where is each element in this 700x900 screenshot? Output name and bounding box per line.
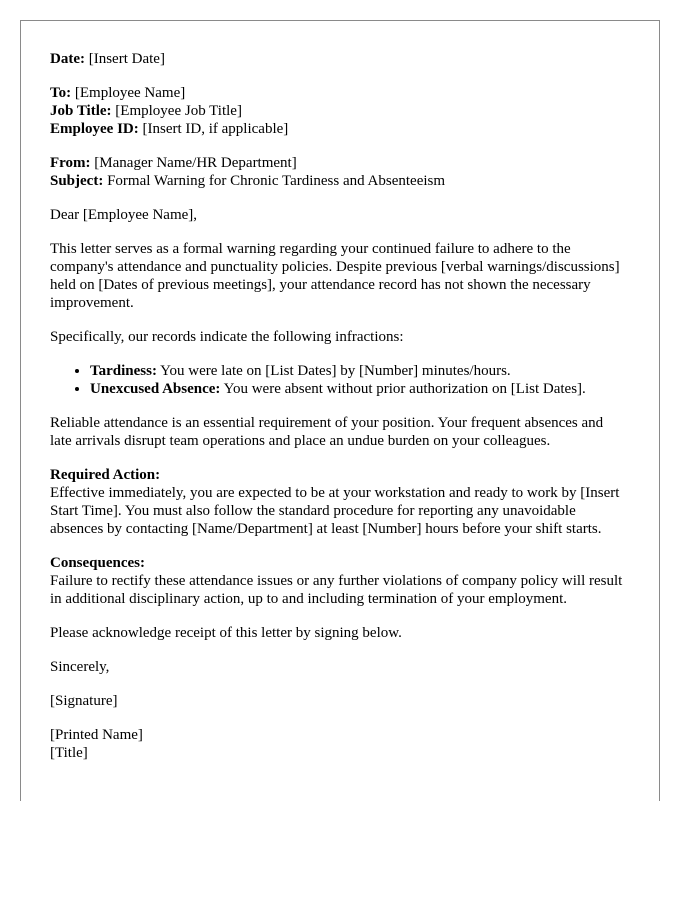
warning-letter bbox=[20, 20, 660, 801]
signer-title: [Title] bbox=[50, 745, 88, 761]
signer-block bbox=[50, 726, 659, 762]
records-intro: Specifically, our records indicate the following infractions: bbox=[50, 329, 404, 345]
subject-label: Subject: bbox=[50, 173, 104, 189]
signature-placeholder: [Signature] bbox=[50, 693, 118, 709]
employee-id-line bbox=[50, 120, 659, 138]
job-title-label: Job Title: bbox=[50, 103, 112, 119]
date-block bbox=[50, 50, 659, 68]
list-item bbox=[90, 380, 659, 398]
required-action-section bbox=[50, 466, 628, 538]
sender-block bbox=[50, 154, 659, 190]
to-line bbox=[50, 84, 659, 102]
from-value: [Manager Name/HR Department] bbox=[94, 155, 297, 171]
date-label: Date: bbox=[50, 51, 85, 67]
consequences-text: Failure to rectify these attendance issues or any further violations of company policy will result in additional disciplinary action, up to and including termination of your employment. bbox=[50, 573, 623, 607]
from-line bbox=[50, 154, 659, 172]
to-label: To: bbox=[50, 85, 72, 101]
infraction-text: You were late on [List Dates] by [Number] minutes/hours. bbox=[160, 363, 511, 379]
required-action-heading: Required Action: bbox=[50, 467, 161, 483]
date-value: [Insert Date] bbox=[88, 51, 165, 67]
infraction-label: Tardiness: bbox=[90, 363, 157, 379]
infraction-label: Unexcused Absence: bbox=[90, 381, 221, 397]
subject-value: Formal Warning for Chronic Tardiness and Absenteeism bbox=[107, 173, 446, 189]
consequences-heading: Consequences: bbox=[50, 555, 146, 571]
job-title-line bbox=[50, 102, 659, 120]
required-action-text: Effective immediately, you are expected to be at your workstation and ready to work by [Insert Start Time]. You must also follow the standard procedure for reporting any unavoidable absences by contacting [Name/Department] at least [Number] hours before your shift starts. bbox=[50, 485, 620, 537]
from-label: From: bbox=[50, 155, 91, 171]
employee-id-label: Employee ID: bbox=[50, 121, 139, 137]
importance-paragraph: Reliable attendance is an essential requirement of your position. Your frequent absences and late arrivals disrupt team operations and place an undue burden on your colleagues. bbox=[50, 415, 604, 449]
employee-id-value: [Insert ID, if applicable] bbox=[142, 121, 289, 137]
date-line bbox=[50, 50, 659, 68]
job-title-value: [Employee Job Title] bbox=[115, 103, 242, 119]
recipient-block bbox=[50, 84, 659, 138]
to-value: [Employee Name] bbox=[74, 85, 186, 101]
infraction-text: You were absent without prior authorization on [List Dates]. bbox=[223, 381, 586, 397]
infractions-list bbox=[50, 362, 659, 398]
printed-name: [Printed Name] bbox=[50, 727, 143, 743]
intro-paragraph: This letter serves as a formal warning regarding your continued failure to adhere to the company's attendance and punctuality policies. Despite previous [verbal warnings/discussions] held on [Dates of previous meetings], your attendance record has not shown the necessary improvement. bbox=[50, 241, 620, 311]
sign-off: Sincerely, bbox=[50, 659, 110, 675]
salutation: Dear [Employee Name], bbox=[50, 207, 198, 223]
list-item bbox=[90, 362, 659, 380]
consequences-section bbox=[50, 554, 628, 608]
acknowledge-paragraph: Please acknowledge receipt of this letter by signing below. bbox=[50, 625, 402, 641]
subject-line bbox=[50, 172, 659, 190]
